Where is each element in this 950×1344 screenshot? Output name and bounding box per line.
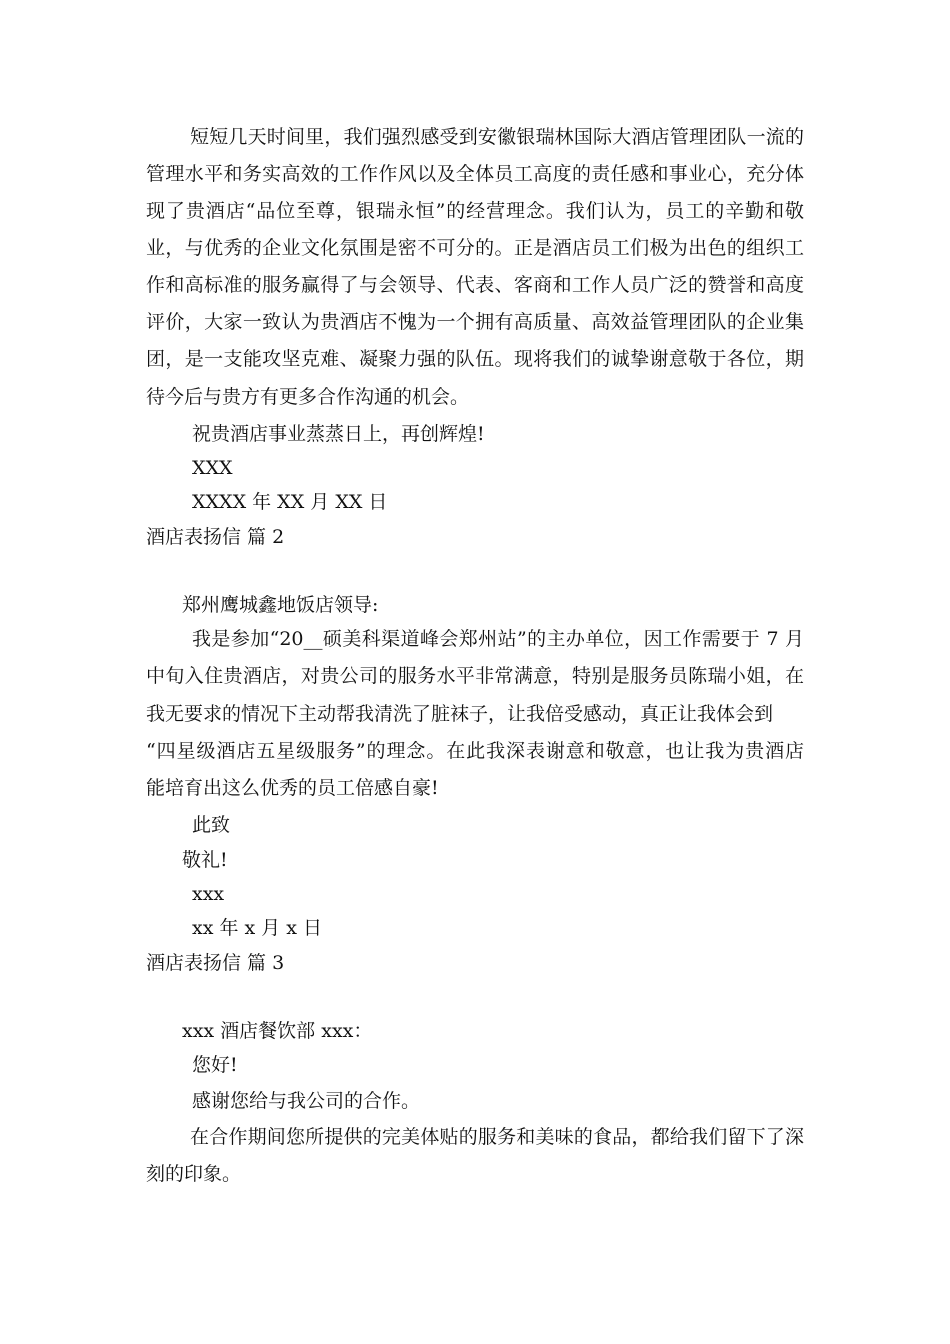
paragraph-line: “四星级酒店五星级服务”的理念。在此我深表谢意和敬意，也让我为贵酒店 [146, 740, 804, 762]
paragraph-line: 中旬入住贵酒店，对贵公司的服务水平非常满意，特别是服务员陈瑞小姐，在 [146, 665, 804, 687]
paragraph-line: 能培育出这么优秀的员工倍感自豪! [146, 777, 439, 799]
closing-line: 此致 [192, 814, 231, 836]
date-line: XXXX 年 XX 月 XX 日 [192, 491, 388, 513]
thanks-line: 感谢您给与我公司的合作。 [192, 1090, 421, 1112]
paragraph-line: 作和高标准的服务赢得了与会领导、代表、客商和工作人员广泛的赞誉和高度 [146, 274, 804, 296]
closing-line: 敬礼! [182, 849, 228, 871]
paragraph-line: 待今后与贵方有更多合作沟通的机会。 [146, 386, 470, 408]
paragraph-line: 在合作期间您所提供的完美体贴的服务和美味的食品，都给我们留下了深 [190, 1126, 804, 1148]
closing-wish: 祝贵酒店事业蒸蒸日上，再创辉煌! [192, 423, 485, 445]
greeting-line: 您好! [192, 1054, 238, 1076]
paragraph-line: 团，是一支能攻坚克难、凝聚力强的队伍。现将我们的诚挚谢意敬于各位，期 [146, 348, 804, 370]
section-heading: 酒店表扬信 篇 2 [146, 526, 285, 548]
paragraph-line: 业，与优秀的企业文化氛围是密不可分的。正是酒店员工们极为出色的组织工 [146, 237, 804, 259]
section-heading: 酒店表扬信 篇 3 [146, 952, 285, 974]
signature: XXX [192, 457, 233, 479]
salutation: xxx 酒店餐饮部 xxx： [182, 1020, 373, 1042]
salutation: 郑州鹰城鑫地饭店领导: [182, 594, 379, 616]
paragraph-line: 评价，大家一致认为贵酒店不愧为一个拥有高质量、高效益管理团队的企业集 [146, 311, 804, 333]
paragraph-line: 我无要求的情况下主动帮我清洗了脏袜子，让我倍受感动，真正让我体会到 [146, 703, 774, 725]
signature: xxx [192, 883, 225, 905]
paragraph-line: 刻的印象。 [146, 1163, 242, 1185]
paragraph-line: 现了贵酒店“品位至尊，银瑞永恒”的经营理念。我们认为，员工的辛勤和敬 [146, 200, 804, 222]
paragraph-line: 短短几天时间里，我们强烈感受到安徽银瑞林国际大酒店管理团队一流的 [190, 126, 804, 148]
paragraph-line: 我是参加“20__硕美科渠道峰会郑州站”的主办单位，因工作需要于 7 月 [192, 628, 804, 650]
date-line: xx 年 x 月 x 日 [192, 917, 323, 939]
paragraph-line: 管理水平和务实高效的工作作风以及全体员工高度的责任感和事业心，充分体 [146, 163, 804, 185]
